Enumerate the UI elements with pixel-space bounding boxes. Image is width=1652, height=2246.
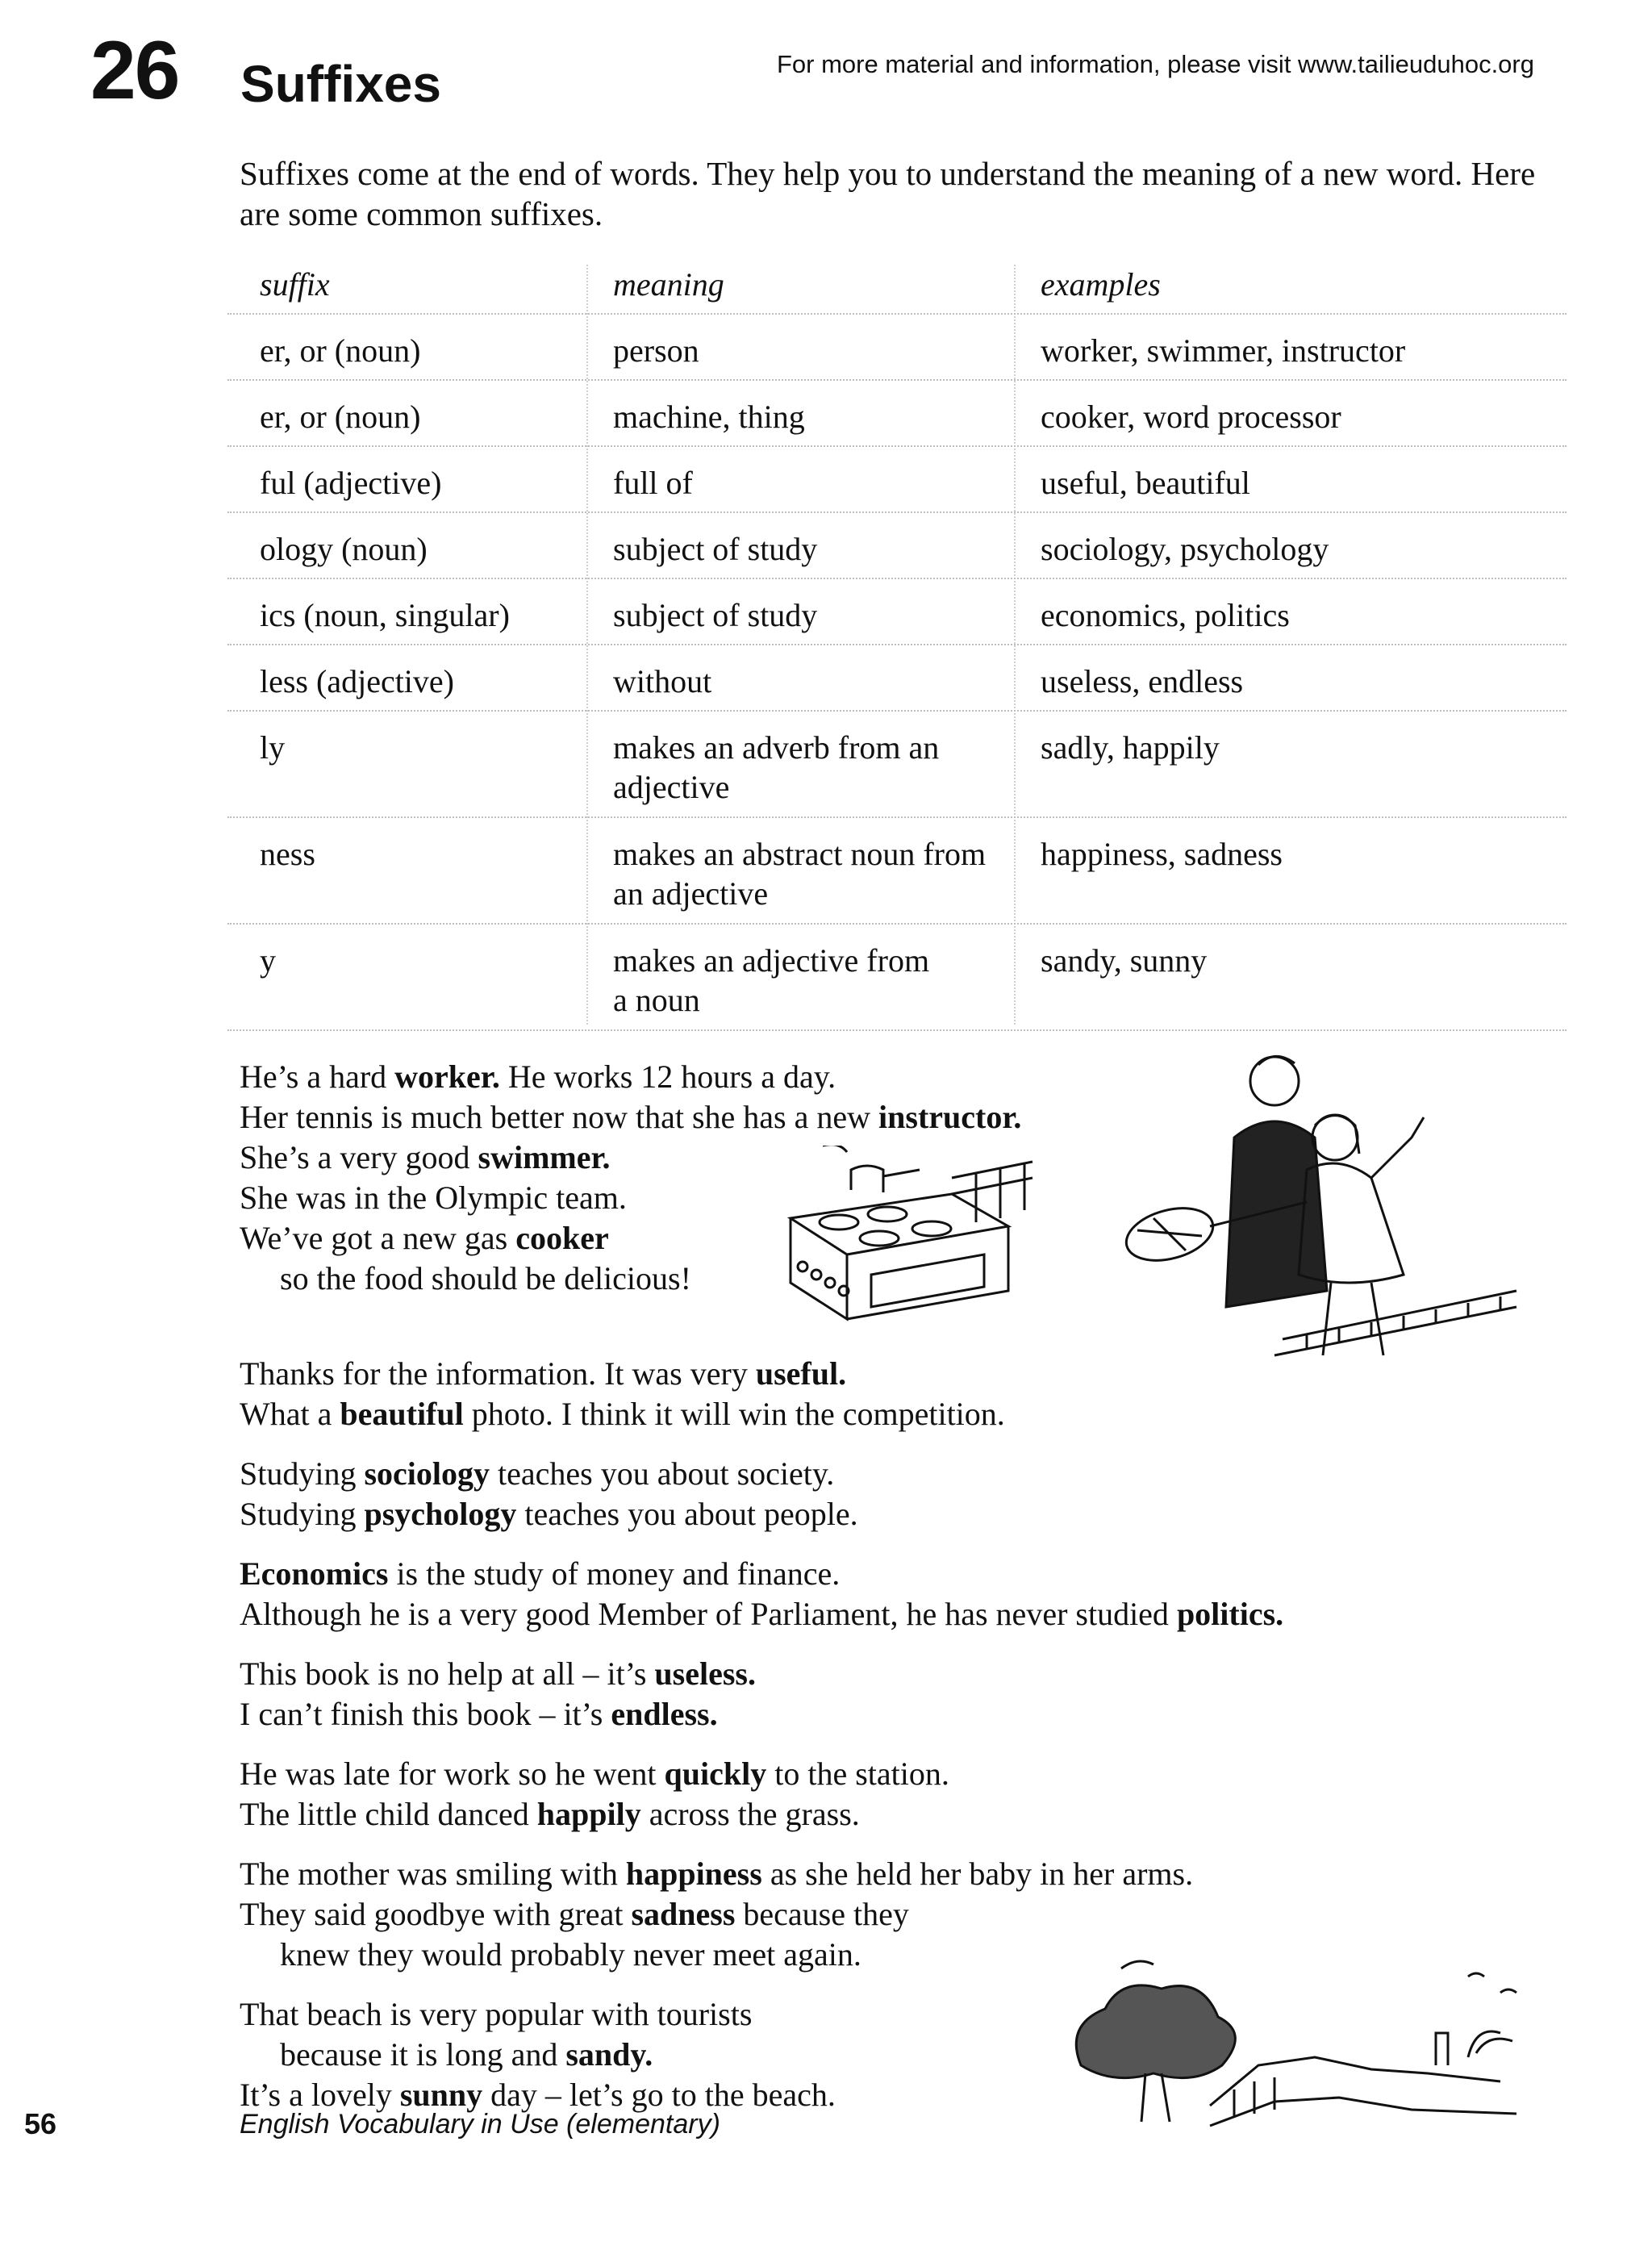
header-examples: examples: [1041, 266, 1161, 303]
table-cell-meaning: full of: [613, 465, 693, 501]
row-separator: [227, 313, 1566, 315]
table-cell-examples: worker, swimmer, instructor: [1041, 332, 1406, 369]
row-separator: [227, 445, 1566, 447]
example-sentence: They said goodbye with great sadness because they: [240, 1896, 909, 1932]
highlight-word: cooker: [515, 1220, 609, 1256]
example-sentence: She was in the Olympic team.: [240, 1179, 627, 1216]
row-separator: [227, 379, 1566, 381]
table-cell-meaning: person: [613, 332, 699, 369]
example-sentence: The little child danced happily across the grass.: [240, 1796, 860, 1832]
table-cell-suffix: ics (noun, singular): [260, 597, 510, 633]
example-sentence: He’s a hard worker. He works 12 hours a day.: [240, 1058, 836, 1095]
table-cell-meaning: subject of study: [613, 597, 818, 633]
table-cell-suffix: ness: [260, 836, 315, 872]
example-sentence: Although he is a very good Member of Parliament, he has never studied politics.: [240, 1596, 1284, 1632]
example-sentence: Studying sociology teaches you about society.: [240, 1455, 835, 1492]
page-number: 56: [24, 2107, 57, 2140]
example-sentence: I can’t finish this book – it’s endless.: [240, 1696, 718, 1732]
table-cell-meaning: without: [613, 663, 712, 699]
header-suffix: suffix: [260, 266, 330, 303]
highlight-word: worker.: [394, 1058, 500, 1095]
highlight-word: sandy.: [565, 2036, 653, 2073]
row-separator: [227, 816, 1566, 818]
table-cell-examples: sadly, happily: [1041, 729, 1220, 766]
highlight-word: instructor.: [878, 1099, 1022, 1135]
table-cell-suffix: y: [260, 942, 276, 979]
highlight-word: quickly: [664, 1755, 767, 1792]
table-cell-suffix: ology (noun): [260, 531, 428, 567]
highlight-word: swimmer.: [478, 1139, 611, 1175]
table-cell-meaning: makes an abstract noun from an adjective: [613, 836, 987, 912]
beach-illustration: [1049, 1944, 1533, 2138]
table-cell-examples: sandy, sunny: [1041, 942, 1208, 979]
example-sentence: Thanks for the information. It was very useful.: [240, 1355, 847, 1392]
highlight-word: happiness: [625, 1856, 762, 1892]
table-cell-examples: useless, endless: [1041, 663, 1244, 699]
table-cell-meaning: subject of study: [613, 531, 818, 567]
table-cell-suffix: er, or (noun): [260, 332, 421, 369]
header-meaning: meaning: [613, 266, 724, 303]
example-sentence: Her tennis is much better now that she has a new instructor.: [240, 1099, 1022, 1135]
example-sentence: knew they would probably never meet again.: [280, 1936, 861, 1973]
table-cell-suffix: less (adjective): [260, 663, 454, 699]
highlight-word: sunny: [399, 2077, 483, 2113]
row-separator: [227, 710, 1566, 712]
table-cell-examples: happiness, sadness: [1041, 836, 1283, 872]
example-sentence: This book is no help at all – it’s useless.: [240, 1655, 756, 1692]
tennis-illustration: [1065, 1049, 1533, 1363]
table-cell-examples: useful, beautiful: [1041, 465, 1250, 501]
highlight-word: sadness: [631, 1896, 736, 1932]
suffix-table: [227, 257, 1566, 1025]
row-separator: [227, 1029, 1566, 1031]
book-title: English Vocabulary in Use (elementary): [240, 2109, 720, 2140]
example-sentence: It’s a lovely sunny day – let’s go to the beach.: [240, 2077, 836, 2113]
example-sentence: That beach is very popular with tourists: [240, 1996, 753, 2032]
table-cell-meaning: machine, thing: [613, 399, 805, 435]
intro-paragraph: Suffixes come at the end of words. They help you to understand the meaning of a new word. Here are some common suffixes.: [240, 155, 1536, 232]
unit-number: 26: [90, 24, 179, 116]
table-cell-examples: sociology, psychology: [1041, 531, 1329, 567]
example-sentence: He was late for work so he went quickly to the station.: [240, 1755, 949, 1792]
row-separator: [227, 644, 1566, 645]
row-separator: [227, 511, 1566, 513]
highlight-word: useful.: [755, 1355, 847, 1392]
highlight-word: politics.: [1176, 1596, 1284, 1632]
table-cell-suffix: ly: [260, 729, 286, 766]
highlight-word: happily: [536, 1796, 641, 1832]
table-cell-suffix: ful (adjective): [260, 465, 442, 501]
example-sentence: The mother was smiling with happiness as she held her baby in her arms.: [240, 1856, 1194, 1892]
table-cell-meaning: makes an adjective from a noun: [613, 942, 930, 1018]
example-sentence: What a beautiful photo. I think it will win the competition.: [240, 1396, 1005, 1432]
row-separator: [227, 923, 1566, 925]
example-sentence: Economics is the study of money and finance.: [240, 1555, 841, 1592]
example-sentence: Studying psychology teaches you about people.: [240, 1496, 858, 1532]
highlight-word: psychology: [364, 1496, 517, 1532]
unit-title: Suffixes: [240, 55, 441, 113]
row-separator: [227, 578, 1566, 579]
table-cell-examples: economics, politics: [1041, 597, 1290, 633]
highlight-word: Economics: [240, 1555, 389, 1592]
highlight-word: useless.: [654, 1655, 756, 1692]
table-cell-meaning: makes an adverb from an adjective: [613, 729, 940, 805]
highlight-word: endless.: [611, 1696, 718, 1732]
header-note: For more material and information, please visit www.tailieuduhoc.org: [776, 50, 1534, 78]
example-sentence: because it is long and sandy.: [280, 2036, 653, 2073]
table-cell-suffix: er, or (noun): [260, 399, 421, 435]
table-cell-examples: cooker, word processor: [1041, 399, 1341, 435]
cooker-illustration: [766, 1146, 1049, 1331]
highlight-word: sociology: [364, 1455, 490, 1492]
example-sentence: so the food should be delicious!: [280, 1260, 691, 1296]
example-sentence: She’s a very good swimmer.: [240, 1139, 611, 1175]
highlight-word: beautiful: [340, 1396, 464, 1432]
example-sentence: We’ve got a new gas cooker: [240, 1220, 609, 1256]
